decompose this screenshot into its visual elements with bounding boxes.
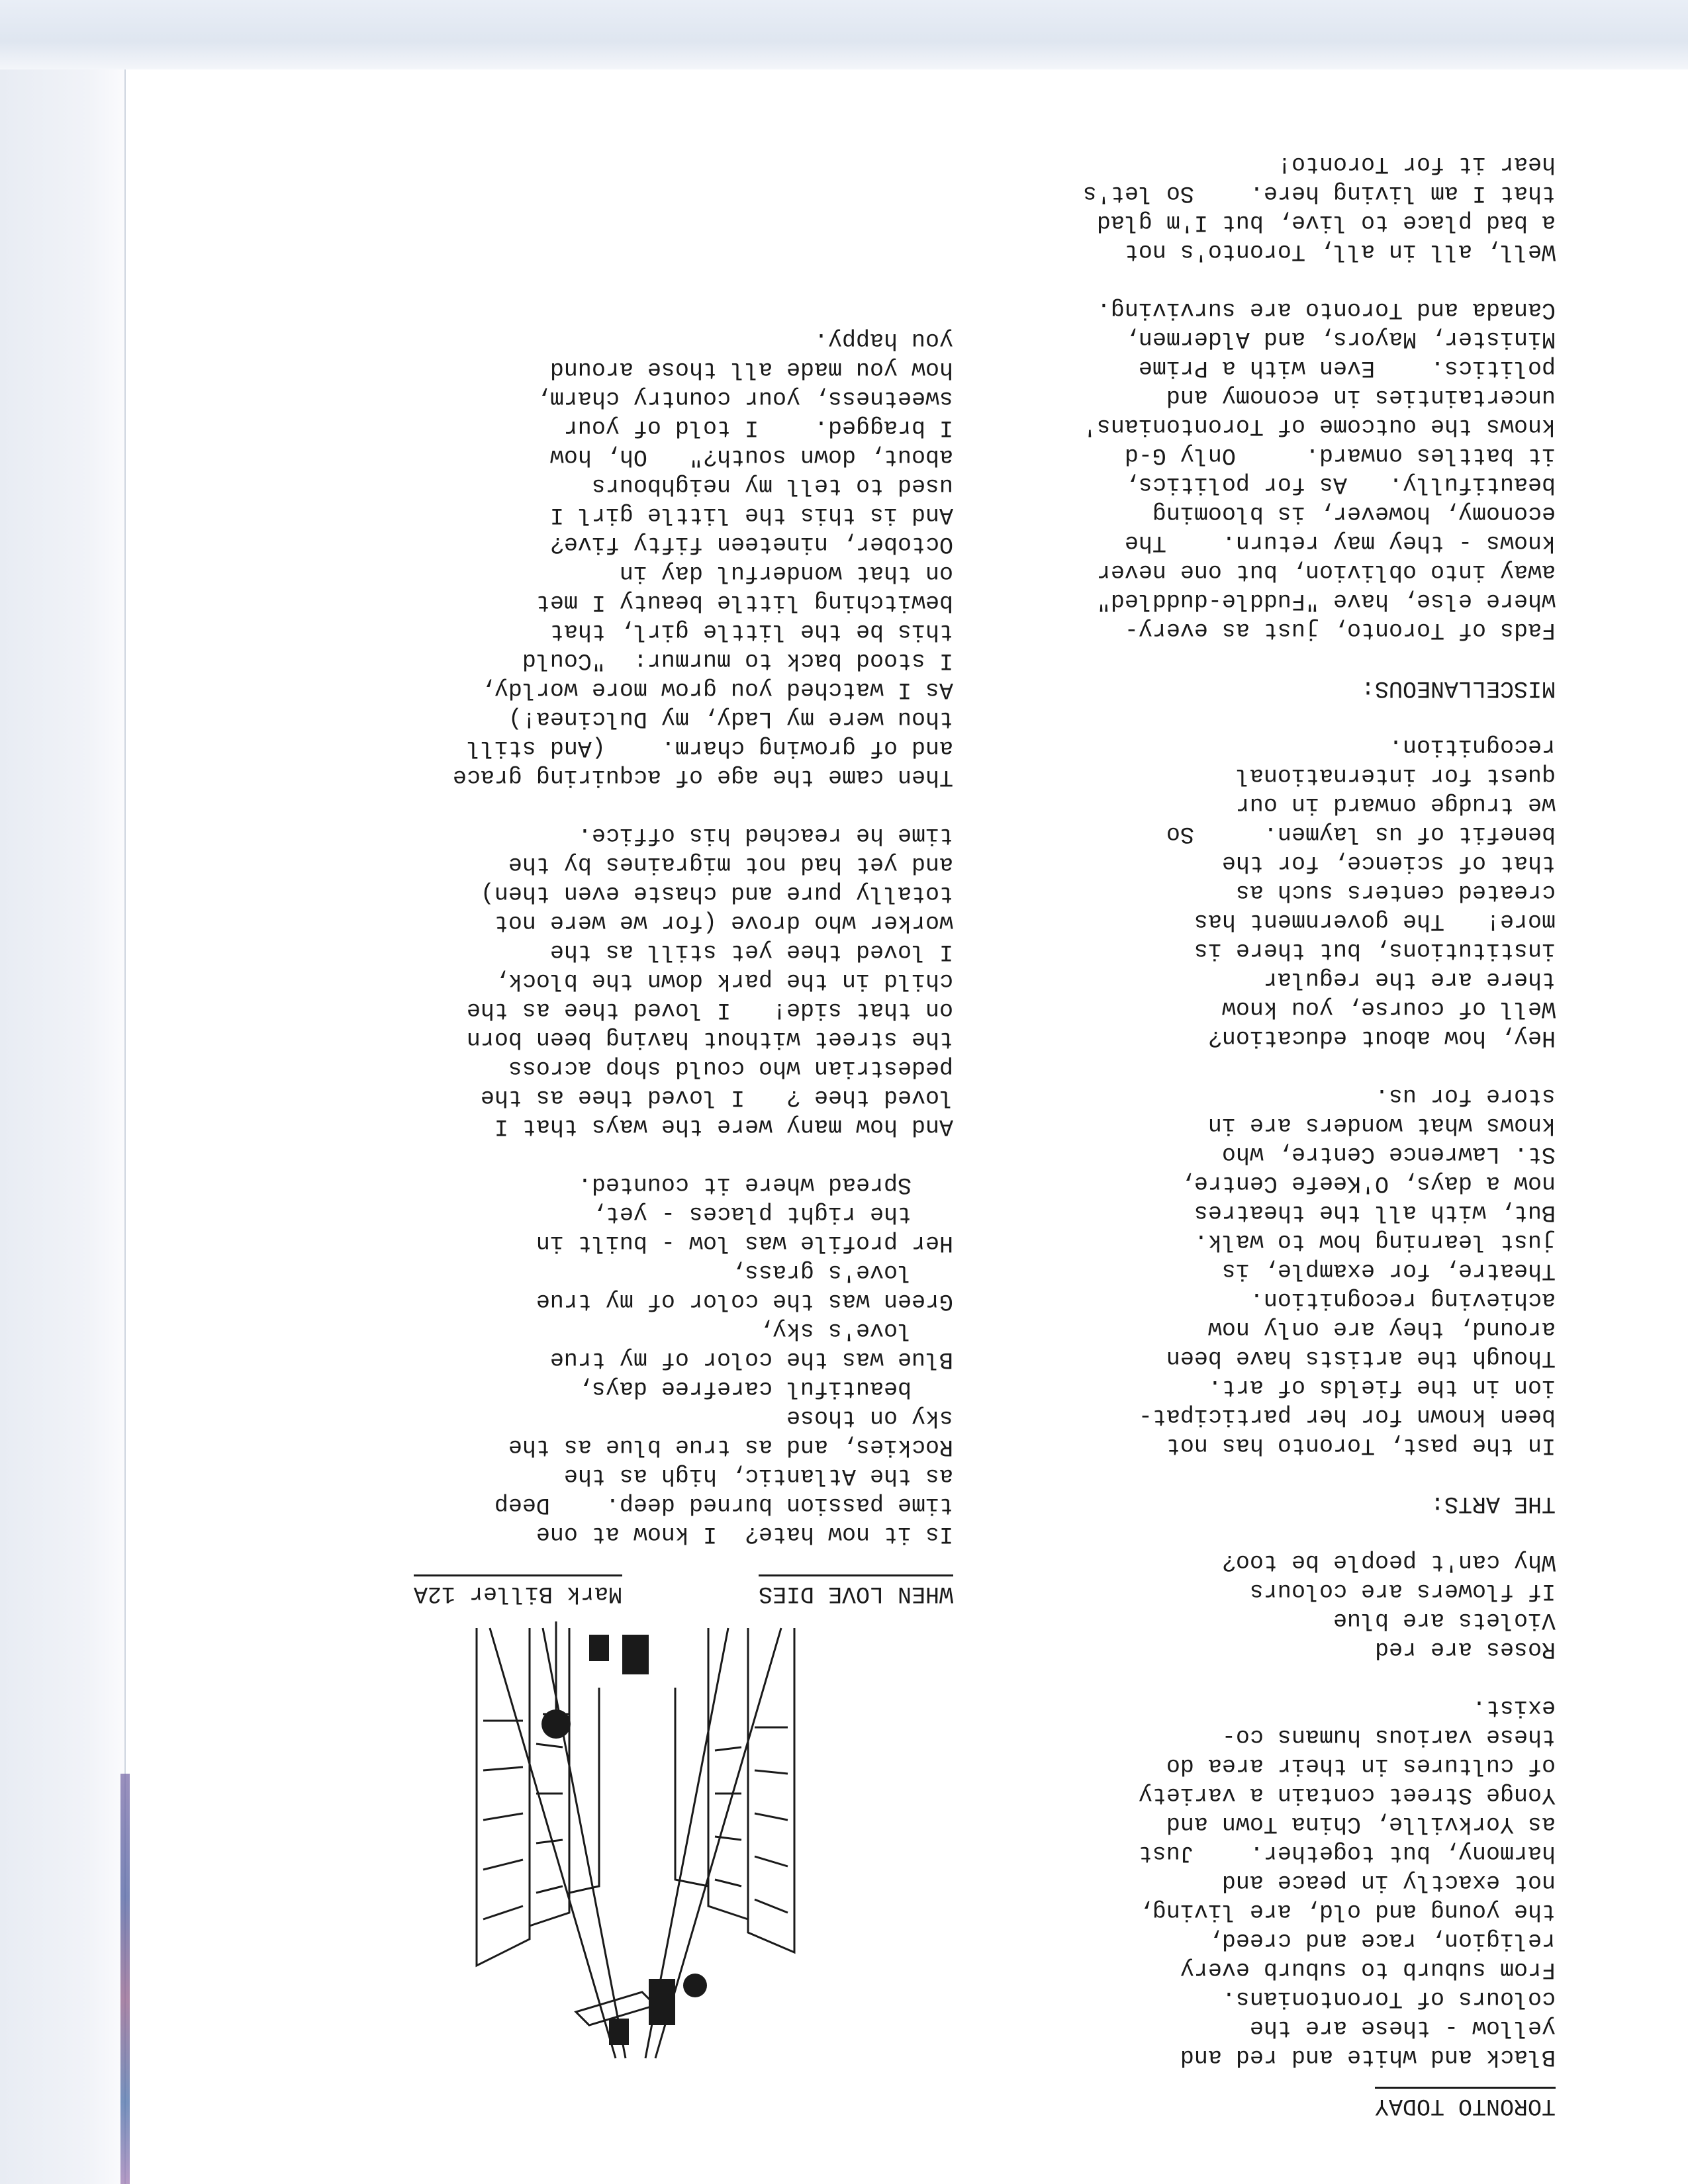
text-line: love's sky, xyxy=(758,1317,953,1343)
text-line: recognition. xyxy=(1388,733,1556,760)
text-line: created centers such as xyxy=(1235,879,1556,905)
text-line xyxy=(1083,645,1556,674)
text-line: And is this the little girl I xyxy=(549,502,953,528)
text-line: achieving recognition. xyxy=(1249,1287,1556,1313)
toronto-today-title: TORONTO TODAY xyxy=(1375,2087,1556,2120)
text-line: on that side! I loved thee as the xyxy=(466,997,953,1023)
text-line: If flowers are colours xyxy=(1249,1578,1556,1604)
text-line: away into oblivion, but one never xyxy=(1096,559,1556,585)
text-line: this be the little girl, that xyxy=(549,618,953,645)
text-line: Well of course, you know xyxy=(1221,995,1556,1022)
text-line: Her profile was low - built in xyxy=(536,1230,953,1256)
text-line: colours of Torontonians. xyxy=(1221,1985,1556,2012)
text-line: knows the outcome of Torontonians' xyxy=(1082,413,1556,439)
text-line: the young and old, are living, xyxy=(1138,1898,1556,1925)
text-line: as Yorkville, China Town and xyxy=(1166,1811,1556,1837)
text-line xyxy=(1083,266,1556,295)
text-line: Minister, Mayors, and Aldermen, xyxy=(1124,326,1556,352)
text-line xyxy=(1083,1518,1556,1547)
text-line: But, with all the theatres xyxy=(1194,1199,1556,1226)
city-street-sketch-icon xyxy=(463,1621,808,2085)
scan-border-left xyxy=(0,69,126,2184)
text-line: uncertainties in economy and xyxy=(1166,384,1556,410)
text-line: about, down south?" Oh, how xyxy=(549,443,953,470)
text-line: totally pure and chaste even then) xyxy=(480,880,953,907)
text-line: MISCELLANEOUS: xyxy=(1360,675,1556,702)
text-line: As I watched you grow more worldy, xyxy=(480,676,953,703)
text-line: store for us. xyxy=(1374,1083,1556,1109)
text-line: From suburb to suburb every xyxy=(1180,1956,1556,1983)
text-line: Rockies, and as true blue as the xyxy=(508,1433,953,1460)
text-line: and yet had not migraines by the xyxy=(508,851,953,878)
text-line xyxy=(1083,1460,1556,1489)
text-line: yellow - these are the xyxy=(1249,2015,1556,2041)
text-line: sky on those xyxy=(786,1404,953,1431)
text-line: I loved thee yet still as the xyxy=(549,938,953,965)
text-line: more! The government has xyxy=(1194,908,1556,934)
text-line: as the Atlantic, high as the xyxy=(563,1463,953,1489)
text-line: Theatre, for example, is xyxy=(1221,1257,1556,1284)
text-line: on that wonderful day in xyxy=(619,560,953,586)
text-line: worker who drove (for we were not xyxy=(494,909,953,936)
text-line xyxy=(453,1141,953,1170)
text-line: religion, race and creed, xyxy=(1207,1927,1556,1954)
text-line: Well, all in all, Toronto's not xyxy=(1124,238,1556,265)
text-line: there are the regular xyxy=(1263,966,1556,993)
text-line: Canada and Toronto are surviving. xyxy=(1096,296,1556,323)
text-line: ion in the fields of art. xyxy=(1207,1374,1556,1400)
text-line: exist. xyxy=(1472,1694,1556,1721)
text-line: and of growing charm. (And still xyxy=(466,735,953,761)
text-line: beautiful carefree days, xyxy=(577,1375,953,1402)
text-line: the street without having been born xyxy=(466,1026,953,1052)
text-line: Though the artists have been xyxy=(1166,1345,1556,1371)
text-line: harmony, but together. Just xyxy=(1138,1840,1556,1866)
text-line: Is it now hate? I know at one xyxy=(536,1521,953,1547)
text-line: these various humans co- xyxy=(1221,1723,1556,1750)
text-line: knows what wonders are in xyxy=(1207,1112,1556,1138)
text-line: that of science, for the xyxy=(1221,850,1556,876)
text-line: thou were my Lady, my Dulcinea!) xyxy=(508,705,953,732)
text-line xyxy=(1083,1664,1556,1693)
text-line: Green was the color of my true xyxy=(536,1288,953,1314)
text-line: Yonge Street contain a variety xyxy=(1138,1782,1556,1808)
text-line: time passion burned deep. Deep xyxy=(494,1492,953,1518)
text-line: around, they are only now xyxy=(1207,1316,1556,1342)
text-line: now a days, O'Keefe Centre, xyxy=(1180,1170,1556,1197)
text-line: the right places - yet, xyxy=(591,1201,953,1227)
text-line: Hey, how about education? xyxy=(1207,1024,1556,1051)
text-line: Black and white and red and xyxy=(1180,2044,1556,2070)
text-line: Roses are red xyxy=(1374,1636,1556,1662)
text-line: that I am living here. So let's xyxy=(1082,180,1556,206)
text-line: Spread where it counted. xyxy=(577,1171,953,1198)
text-line: St. Lawrence Centre, who xyxy=(1221,1141,1556,1167)
text-line: knows - they may return. The xyxy=(1124,529,1556,556)
text-line: I stood back to murmur: "Could xyxy=(522,647,953,674)
text-line: sweetness, your country charm, xyxy=(536,385,953,412)
text-line: not exactly in peace and xyxy=(1221,1869,1556,1895)
text-line: of cultures in their area do xyxy=(1166,1752,1556,1779)
when-love-dies-title: WHEN LOVE DIES xyxy=(759,1574,953,1608)
text-line: economy, however, is blooming xyxy=(1152,500,1556,527)
text-line: beautifully. As for politics, xyxy=(1124,471,1556,498)
text-line: you happy. xyxy=(814,327,953,353)
text-line: quest for international xyxy=(1235,762,1556,789)
text-line xyxy=(1083,703,1556,732)
text-line: a bad place to live, but I'm glad xyxy=(1096,209,1556,236)
text-line: we trudge onward in our xyxy=(1235,792,1556,818)
text-line: Violets are blue xyxy=(1333,1607,1556,1633)
text-line: how you made all those around xyxy=(549,356,953,383)
text-line: October, nineteen fifty five? xyxy=(549,531,953,557)
text-line: Fads of Toronto, just as every- xyxy=(1124,617,1556,643)
text-line: I bragged. I told of your xyxy=(563,414,953,441)
text-line: pedestrian who could shop across xyxy=(508,1055,953,1081)
text-line: just learning how to walk. xyxy=(1194,1228,1556,1255)
text-line: bewitching little beauty I met xyxy=(536,589,953,615)
text-line: In the past, Toronto has not xyxy=(1166,1432,1556,1459)
toronto-today-article xyxy=(1083,150,1556,2071)
scan-border-top xyxy=(0,0,1688,69)
text-line: hear it for Toronto! xyxy=(1277,151,1556,177)
text-line: politics. Even with a Prime xyxy=(1138,355,1556,381)
text-line: THE ARTS: xyxy=(1430,1490,1556,1517)
text-line xyxy=(453,792,953,821)
text-line: love's grass, xyxy=(730,1259,953,1285)
text-line: Blue was the color of my true xyxy=(549,1346,953,1373)
text-line: it battles onward. Only G-d xyxy=(1124,442,1556,469)
text-line: child in the park down the block, xyxy=(494,968,953,994)
text-line: Then came the age of acquiring grace xyxy=(452,764,953,790)
document-page xyxy=(126,69,1688,2184)
text-line: been known for her participat- xyxy=(1138,1403,1556,1430)
text-line: institutions, but there is xyxy=(1194,937,1556,964)
when-love-dies-author: Mark Biller 12A xyxy=(414,1574,622,1608)
text-line: Why can't people be too? xyxy=(1221,1549,1556,1575)
when-love-dies-poem xyxy=(453,326,953,1549)
text-line: loved thee ? I loved thee as the xyxy=(480,1084,953,1111)
text-line: where else, have "Fuddle-duddled" xyxy=(1096,588,1556,614)
text-line xyxy=(1083,1052,1556,1081)
text-line: used to tell my neighbours xyxy=(591,473,953,499)
text-line: And how many were the ways that I xyxy=(494,1113,953,1140)
text-line: time he reached his office. xyxy=(577,822,953,848)
text-line: benefit of us laymen. So xyxy=(1166,821,1556,847)
